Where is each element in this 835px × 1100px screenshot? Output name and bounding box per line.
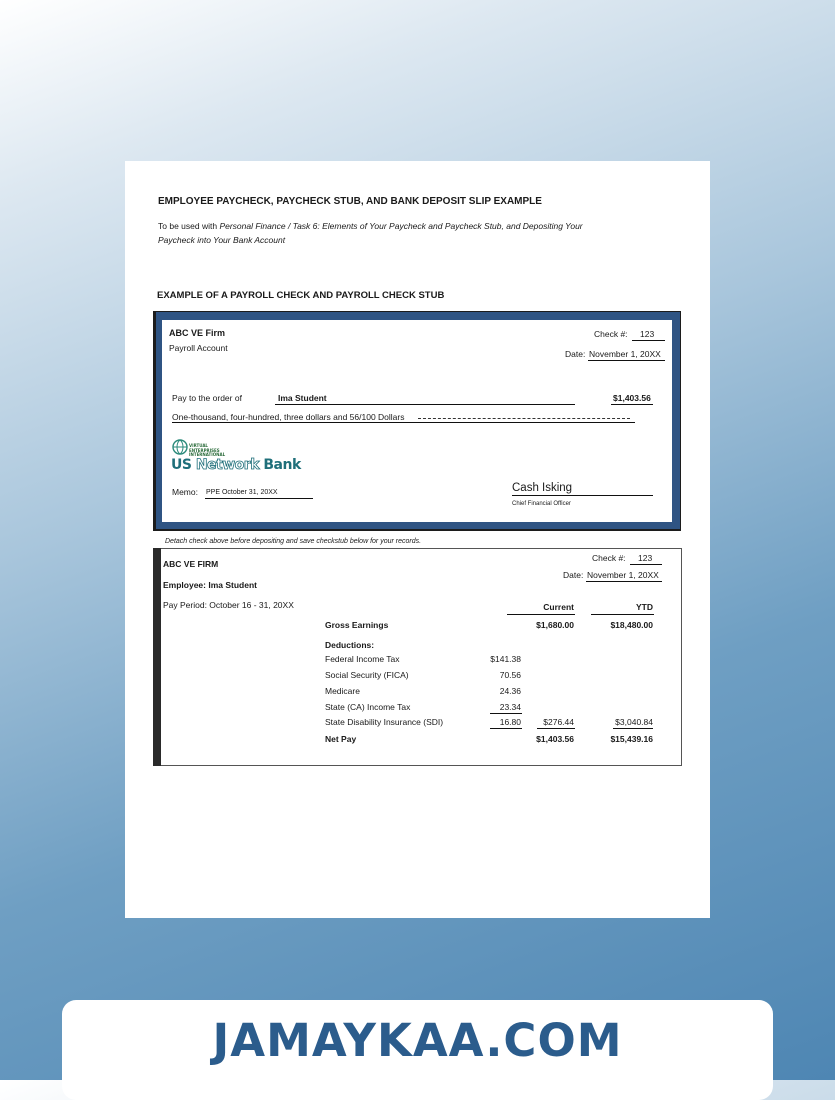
detach-note: Detach check above before depositing and save checkstub below for your records.	[165, 538, 422, 545]
net-pay-ytd: $15,439.16	[610, 734, 653, 744]
amount-words-underline	[172, 422, 416, 423]
bank-logo	[171, 457, 301, 473]
net-pay-current: $1,403.56	[536, 734, 574, 744]
signature: Cash Isking	[512, 482, 573, 494]
col-ytd-underline	[591, 614, 654, 615]
check-number: 123	[640, 329, 655, 339]
memo-underline	[205, 498, 313, 499]
col-current-underline	[507, 614, 575, 615]
stub-check-number-underline	[630, 564, 662, 565]
globe-icon	[171, 439, 189, 455]
stub-company: ABC VE FIRM	[163, 559, 219, 569]
logo-small-1: VIRTUAL	[189, 443, 208, 448]
stub-employee: Employee: Ima Student	[163, 580, 257, 590]
payee-name: Ima Student	[278, 393, 327, 403]
signature-line	[512, 495, 653, 496]
stub-date-underline	[586, 581, 662, 582]
logo-small-2: ENTERPRISES	[189, 447, 220, 453]
gross-label: Gross Earnings	[325, 620, 389, 630]
deductions-top-rule	[490, 713, 522, 714]
logo-us: US	[171, 457, 192, 473]
deduction-label: Federal Income Tax	[325, 654, 400, 664]
amount-in-words: One-thousand, four-hundred, three dollars and 56/100 Dollars	[172, 412, 405, 422]
pay-to-label: Pay to the order of	[172, 393, 242, 403]
deductions-ytd-rule	[613, 728, 653, 729]
deduction-amount: $141.38	[490, 654, 521, 664]
stub-check-number: 123	[638, 553, 653, 563]
stub-pay-period: Pay Period: October 16 - 31, 20XX	[163, 600, 294, 610]
deduction-amount: 16.80	[499, 717, 521, 727]
check-number-underline	[632, 340, 665, 341]
footer-brand: JAMAYKAA.COM	[212, 1014, 623, 1067]
deductions-sub-rule	[490, 728, 522, 729]
stub-date-label: Date:	[563, 570, 584, 580]
logo-small-text	[189, 444, 225, 458]
document-page	[125, 161, 710, 918]
check-date-label: Date:	[565, 349, 586, 359]
section-heading: EXAMPLE OF A PAYROLL CHECK AND PAYROLL CHECK STUB	[157, 290, 445, 301]
deduction-amount: 70.56	[499, 670, 521, 680]
intro-italic-1: Personal Finance / Task 6: Elements of Your Paycheck and Paycheck Stub, and Depositing Your	[219, 221, 583, 231]
col-current: Current	[543, 602, 574, 612]
check-date: November 1, 20XX	[589, 349, 661, 359]
intro-prefix: To be used with	[158, 221, 220, 231]
stub-check-number-label: Check #:	[592, 553, 626, 563]
check-date-underline	[588, 360, 665, 361]
intro-line-2: Paycheck into Your Bank Account	[158, 235, 286, 245]
amount-words-underline-2	[416, 422, 635, 423]
amount-underline	[611, 404, 653, 405]
intro-line-1	[158, 221, 583, 231]
deduction-label: Medicare	[325, 686, 360, 696]
deduction-amount: 24.36	[499, 686, 521, 696]
col-ytd: YTD	[636, 602, 653, 612]
amount-words-dashes	[418, 418, 630, 419]
document-title: EMPLOYEE PAYCHECK, PAYCHECK STUB, AND BANK DEPOSIT SLIP EXAMPLE	[158, 196, 542, 207]
check-number-label: Check #:	[594, 329, 628, 339]
logo-small-3: INTERNATIONAL	[189, 452, 226, 457]
stub-date: November 1, 20XX	[587, 570, 659, 580]
deductions-current-rule	[537, 728, 575, 729]
deduction-label: State (CA) Income Tax	[325, 702, 411, 712]
check-company: ABC VE Firm	[169, 328, 226, 338]
gross-ytd: $18,480.00	[610, 620, 653, 630]
logo-bank: Bank	[263, 457, 301, 473]
net-pay-label: Net Pay	[325, 734, 357, 744]
deduction-amount: 23.34	[499, 702, 521, 712]
stub-side-bar	[153, 548, 161, 766]
gross-current: $1,680.00	[536, 620, 574, 630]
deduction-label: Social Security (FICA)	[325, 670, 409, 680]
memo-label: Memo:	[172, 487, 198, 497]
logo-network: Network	[195, 457, 259, 473]
deductions-current: $276.44	[543, 717, 574, 727]
check-amount: $1,403.56	[613, 393, 651, 403]
memo-value: PPE October 31, 20XX	[206, 489, 278, 496]
payee-underline	[275, 404, 575, 405]
check-account: Payroll Account	[169, 343, 228, 353]
signer-title: Chief Financial Officer	[512, 501, 571, 507]
deductions-ytd: $3,040.84	[615, 717, 653, 727]
deductions-label: Deductions:	[325, 640, 375, 650]
deduction-label: State Disability Insurance (SDI)	[325, 717, 444, 727]
footer-banner	[62, 1000, 773, 1100]
